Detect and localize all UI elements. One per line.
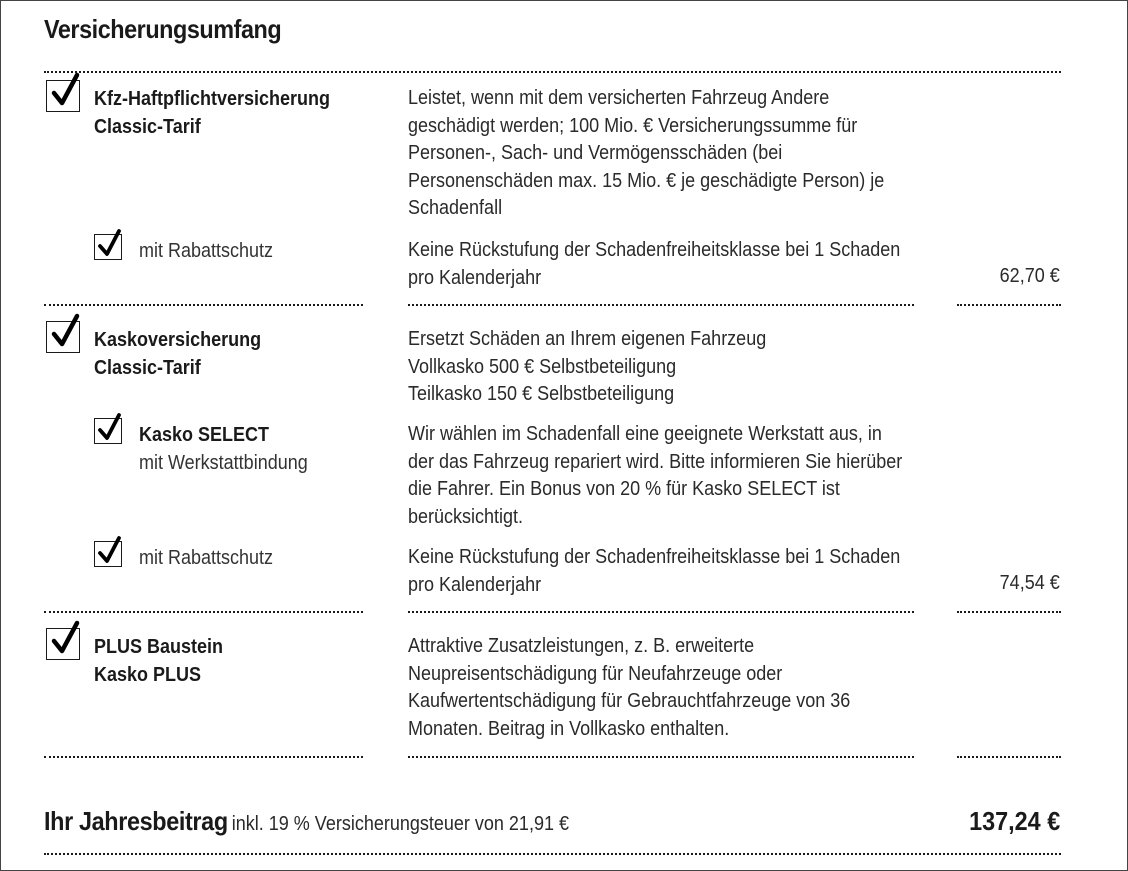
haftpflicht-price: 62,70 € (999, 265, 1060, 287)
description-line: Neupreisentschädigung für Neufahrzeuge oder (408, 662, 783, 685)
plus-checkbox[interactable] (46, 628, 80, 660)
checkmark-icon (98, 536, 126, 564)
description-line: Ersetzt Schäden an Ihrem eigenen Fahrzeug (408, 328, 767, 350)
description-line: Leistet, wenn mit dem versicherten Fahrzeug Andere (408, 87, 830, 109)
description-line: Wir wählen im Schadenfall eine geeignete Werkstatt aus, in (408, 423, 882, 445)
haftpflicht-checkbox[interactable] (46, 80, 80, 112)
kasko-rabattschutz-label: mit Rabattschutz (139, 547, 274, 569)
kasko-select-sub: mit Werkstattbindung (139, 452, 308, 474)
kasko-select-description (408, 421, 912, 531)
plus-sub: Kasko PLUS (94, 664, 202, 686)
description-line: geschädigt werden; 100 Mio. € Versicherungssumme für (408, 114, 858, 137)
description-line: Vollkasko 500 € Selbstbeteiligung (408, 355, 677, 378)
separator (44, 611, 363, 613)
checkmark-icon (51, 73, 85, 107)
separator-top (44, 71, 1061, 73)
separator-bottom (44, 853, 1061, 855)
kasko-rabattschutz-checkbox[interactable] (94, 541, 122, 567)
checkmark-icon (98, 413, 126, 441)
description-line: Schadenfall (408, 197, 503, 219)
kasko-tariff: Classic-Tarif (94, 357, 201, 379)
kasko-description (408, 326, 912, 409)
total-amount: 137,24 € (968, 806, 1060, 836)
haftpflicht-description (408, 85, 912, 223)
kasko-select-checkbox[interactable] (94, 418, 122, 444)
haftpflicht-rabattschutz-checkbox[interactable] (94, 234, 122, 260)
kasko-price: 74,54 € (999, 572, 1060, 594)
description-line: Keine Rückstufung der Schadenfreiheitsklasse bei 1 Schaden (408, 239, 901, 261)
description-line: Teilkasko 150 € Selbstbeteiligung (408, 383, 675, 405)
total-label: Ihr Jahresbeitrag (44, 806, 228, 836)
description-line: Monaten. Beitrag in Vollkasko enthalten. (408, 717, 730, 740)
plus-name: PLUS Baustein (94, 636, 224, 658)
separator (408, 756, 914, 758)
description-line: Personenschäden max. 15 Mio. € je geschädigte Person) je (408, 169, 885, 192)
description-line: Kaufwertentschädigung für Gebrauchtfahrzeuge von 36 (408, 690, 851, 712)
haftpflicht-rabattschutz-description (408, 237, 912, 292)
description-line: die Fahrer. Ein Bonus von 20 % für Kasko SELECT ist (408, 478, 840, 500)
separator (44, 756, 363, 758)
description-line: pro Kalenderjahr (408, 573, 542, 596)
separator (957, 611, 1061, 613)
description-line: berücksichtigt. (408, 505, 524, 528)
separator (44, 304, 363, 306)
haftpflicht-rabattschutz-label: mit Rabattschutz (139, 240, 274, 262)
kasko-checkbox[interactable] (46, 321, 80, 353)
page-title: Versicherungsumfang (44, 14, 282, 44)
kasko-rabattschutz-description (408, 544, 912, 599)
haftpflicht-tariff: Classic-Tarif (94, 116, 201, 138)
kasko-name: Kaskoversicherung (94, 329, 262, 351)
description-line: Attraktive Zusatzleistungen, z. B. erweiterte (408, 635, 755, 657)
haftpflicht-name: Kfz-Haftpflichtversicherung (94, 88, 331, 110)
description-line: pro Kalenderjahr (408, 266, 542, 289)
separator (408, 611, 914, 613)
plus-description (408, 633, 912, 743)
separator (957, 756, 1061, 758)
total-note: inkl. 19 % Versicherungsteuer von 21,91 € (231, 813, 569, 835)
checkmark-icon (51, 314, 85, 348)
total-row (44, 806, 569, 837)
separator (957, 304, 1061, 306)
description-line: Keine Rückstufung der Schadenfreiheitsklasse bei 1 Schaden (408, 546, 901, 568)
kasko-select-name: Kasko SELECT (139, 424, 270, 446)
description-line: Personen-, Sach- und Vermögensschäden (bei (408, 142, 783, 164)
checkmark-icon (98, 229, 126, 257)
description-line: der das Fahrzeug repariert wird. Bitte informieren Sie hierüber (408, 450, 903, 473)
checkmark-icon (51, 621, 85, 655)
separator (408, 304, 914, 306)
